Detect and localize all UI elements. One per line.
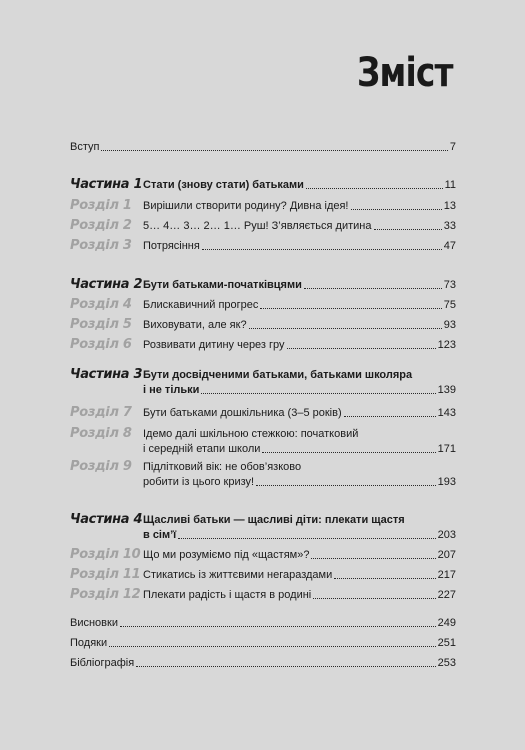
chapter-label: Розділ 3 xyxy=(70,238,132,253)
page-number: 73 xyxy=(443,279,456,291)
dot-leader xyxy=(262,452,435,453)
toc-entry-line xyxy=(70,548,456,562)
toc-entry[interactable] xyxy=(70,568,456,582)
toc-entry-line xyxy=(70,318,456,332)
dot-leader xyxy=(287,348,436,349)
toc-entry-line xyxy=(70,656,456,670)
chapter-label: Розділ 1 xyxy=(70,198,132,213)
page-number: 7 xyxy=(449,141,456,153)
toc-entry-title: 5… 4… 3… 2… 1… Руш! З’являється дитина xyxy=(143,220,372,232)
toc-entry-line xyxy=(70,278,456,292)
toc-entry[interactable] xyxy=(70,406,456,420)
toc-entry[interactable] xyxy=(70,512,456,542)
toc-entry-line xyxy=(70,528,456,542)
toc-entry-title: робити із цього кризу! xyxy=(143,476,255,488)
toc-entry[interactable] xyxy=(70,656,456,670)
toc-entry-title: Стикатись із життєвими негараздами xyxy=(143,569,333,581)
toc-entry-title-line1: Щасливі батьки — щасливі діти: плекати щастя Частина 4 xyxy=(70,512,405,527)
toc-entry[interactable] xyxy=(70,426,456,456)
toc-entry-title: Потрясіння xyxy=(143,240,200,252)
part-label: Частина 4 xyxy=(70,512,143,527)
toc-entry-title: Блискавичний прогрес xyxy=(143,299,259,311)
toc-entry[interactable] xyxy=(70,459,456,489)
toc-entry-line xyxy=(70,338,456,352)
page-number: 249 xyxy=(437,617,456,629)
page-number: 123 xyxy=(437,339,456,351)
page-number: 11 xyxy=(444,179,456,191)
toc-entry-line xyxy=(70,442,456,456)
dot-leader xyxy=(136,666,435,667)
toc-entry-title-line1: Ідемо далі шкільною стежкою: початковий Розділ 8 xyxy=(70,426,359,441)
dot-leader xyxy=(256,485,436,486)
dot-leader xyxy=(334,578,435,579)
dot-leader xyxy=(178,538,435,539)
toc-entry-line xyxy=(70,636,456,650)
toc-entry-title: в сім’ї xyxy=(143,529,177,541)
toc-entry-title: Стати (знову стати) батьками xyxy=(143,179,304,191)
toc-entry-title: Подяки xyxy=(70,637,108,649)
toc-entry-title: і середній етапи школи xyxy=(143,443,261,455)
toc-entry[interactable] xyxy=(70,239,456,253)
page-number: 139 xyxy=(437,384,456,396)
toc-entry-line xyxy=(70,616,456,630)
part-label: Частина 3 xyxy=(70,367,143,382)
toc-entry-line xyxy=(70,475,456,489)
dot-leader xyxy=(109,646,436,647)
page-number: 253 xyxy=(437,657,456,669)
page-number: 171 xyxy=(437,443,456,455)
dot-leader xyxy=(311,558,435,559)
toc-entry[interactable] xyxy=(70,318,456,332)
toc-entry-title: Виховувати, але як? xyxy=(143,319,247,331)
dot-leader xyxy=(201,393,435,394)
page-number: 207 xyxy=(437,549,456,561)
dot-leader xyxy=(344,416,436,417)
page-number: 33 xyxy=(443,220,456,232)
page-number: 217 xyxy=(437,569,456,581)
toc-entry-title: Висновки xyxy=(70,617,118,629)
toc-entry-title: Вступ xyxy=(70,141,100,153)
page-number: 47 xyxy=(443,240,456,252)
toc-entry-title: Бібліографія xyxy=(70,657,135,669)
toc-entry-title-line1: Бути досвідченими батьками, батьками школяра Частина 3 xyxy=(70,367,413,382)
toc-entry[interactable] xyxy=(70,616,456,630)
dot-leader xyxy=(306,188,443,189)
toc-entry-line xyxy=(70,239,456,253)
dot-leader xyxy=(374,229,442,230)
toc-entry[interactable] xyxy=(70,219,456,233)
chapter-label: Розділ 11 xyxy=(70,567,141,582)
chapter-label: Розділ 6 xyxy=(70,337,132,352)
toc-entry[interactable] xyxy=(70,636,456,650)
toc-entry-line xyxy=(70,298,456,312)
toc-entry[interactable] xyxy=(70,140,456,154)
toc-entry[interactable] xyxy=(70,338,456,352)
chapter-label: Розділ 2 xyxy=(70,218,132,233)
page-number: 75 xyxy=(443,299,456,311)
toc-entry-title: Розвивати дитину через гру xyxy=(143,339,285,351)
dot-leader xyxy=(101,150,447,151)
toc-entry-title: і не тільки xyxy=(143,384,200,396)
chapter-label: Розділ 10 xyxy=(70,547,141,562)
toc-entry-line xyxy=(70,219,456,233)
dot-leader xyxy=(202,249,442,250)
toc-entry[interactable] xyxy=(70,278,456,292)
toc-entry-line xyxy=(70,140,456,154)
toc-entry[interactable] xyxy=(70,548,456,562)
dot-leader xyxy=(260,308,441,309)
page-number: 143 xyxy=(437,407,456,419)
toc-entry[interactable] xyxy=(70,199,456,213)
toc-entry[interactable] xyxy=(70,178,456,192)
chapter-label: Розділ 7 xyxy=(70,405,132,420)
part-label: Частина 1 xyxy=(70,177,143,192)
toc-entry-line xyxy=(70,178,456,192)
toc-entry-line xyxy=(70,199,456,213)
toc-entry-title: Що ми розуміємо під «щастям»? xyxy=(143,549,310,561)
page-number: 251 xyxy=(437,637,456,649)
toc-entry-line xyxy=(70,383,456,397)
toc-entry[interactable] xyxy=(70,588,456,602)
toc-entry-line xyxy=(70,406,456,420)
toc-entry[interactable] xyxy=(70,367,456,397)
toc-entry-line xyxy=(70,588,456,602)
page-number: 193 xyxy=(437,476,456,488)
dot-leader xyxy=(304,288,442,289)
dot-leader xyxy=(120,626,436,627)
chapter-label: Розділ 9 xyxy=(70,459,132,474)
page-number: 13 xyxy=(443,200,456,212)
page-number: 203 xyxy=(437,529,456,541)
dot-leader xyxy=(249,328,442,329)
part-label: Частина 2 xyxy=(70,277,143,292)
page-number: 227 xyxy=(437,589,456,601)
toc-entry-title: Бути батьками дошкільника (3–5 років) xyxy=(143,407,342,419)
page-number: 93 xyxy=(443,319,456,331)
toc-entry-title: Плекати радість і щастя в родині xyxy=(143,589,312,601)
toc-entry-title: Вирішили створити родину? Дивна ідея! xyxy=(143,200,349,212)
toc-entry-title-line1: Підлітковий вік: не обов’язково Розділ 9 xyxy=(70,459,302,474)
dot-leader xyxy=(313,598,435,599)
toc-entry[interactable] xyxy=(70,298,456,312)
dot-leader xyxy=(351,209,442,210)
chapter-label: Розділ 5 xyxy=(70,317,132,332)
toc-entry-line xyxy=(70,568,456,582)
chapter-label: Розділ 4 xyxy=(70,297,132,312)
toc-entry-title: Бути батьками-початківцями xyxy=(143,279,302,291)
chapter-label: Розділ 12 xyxy=(70,587,141,602)
chapter-label: Розділ 8 xyxy=(70,426,132,441)
toc-title: Зміст xyxy=(357,50,453,96)
